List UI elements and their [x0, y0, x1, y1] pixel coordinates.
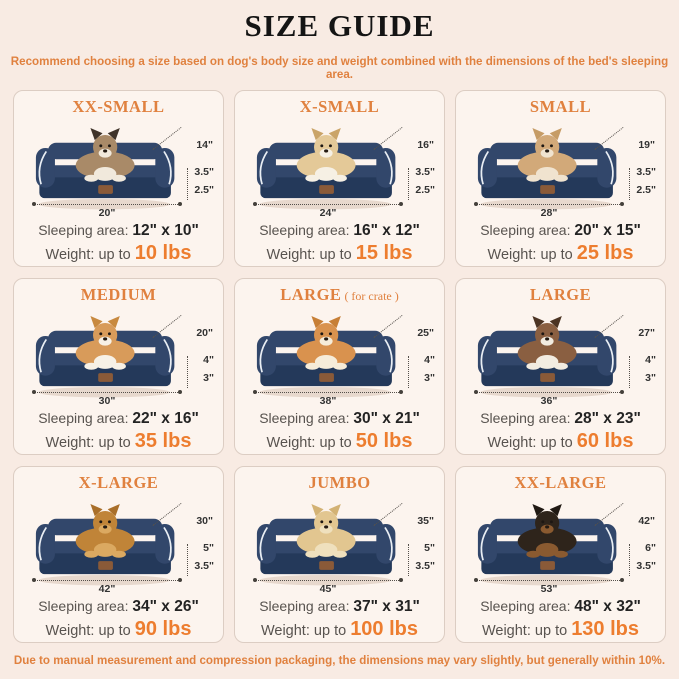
- size-name-text: X-SMALL: [299, 97, 380, 116]
- sleeping-area-value: 34" x 26": [132, 598, 199, 616]
- size-name: [22, 98, 215, 116]
- weight-line: [22, 430, 215, 453]
- weight-up-to: up to: [540, 247, 573, 264]
- height-dimension-line: [408, 168, 409, 200]
- height-dimension-line: [187, 168, 188, 200]
- weight-line: [464, 242, 657, 265]
- width-dimension-line: [476, 580, 622, 581]
- weight-line: [464, 618, 657, 641]
- weight-value: 50 lbs: [355, 430, 413, 453]
- size-name-text: XX-SMALL: [72, 97, 165, 116]
- width-dimension-label: 24": [319, 206, 337, 219]
- depth-dimension-label: 35": [417, 515, 434, 528]
- sleeping-area-label: Sleeping area:: [480, 598, 571, 615]
- bolster-height-label: 4": [645, 354, 656, 367]
- size-name-text: MEDIUM: [80, 285, 157, 304]
- sleeping-area-line: [464, 410, 657, 428]
- sleeping-area-label: Sleeping area:: [38, 410, 129, 427]
- weight-label: Weight:: [487, 435, 537, 452]
- width-dimension-line: [34, 580, 180, 581]
- sleeping-area-label: Sleeping area:: [259, 410, 350, 427]
- depth-dimension-label: 25": [417, 327, 434, 340]
- size-card: [234, 90, 445, 267]
- size-name-text: X-LARGE: [78, 473, 159, 492]
- weight-label: Weight:: [45, 623, 95, 640]
- weight-up-to: up to: [313, 623, 347, 640]
- depth-dimension-label: 19": [638, 139, 655, 152]
- bed-figure: [464, 306, 657, 409]
- sleeping-area-line: [22, 410, 215, 428]
- bed-figure: [464, 494, 657, 597]
- weight-label: Weight:: [481, 623, 531, 640]
- page-footnote: Due to manual measurement and compression packaging, the dimensions may vary slightly, but generally within 10%.: [13, 654, 666, 667]
- bolster-height-label: 3.5": [194, 166, 214, 179]
- bed-figure: [22, 494, 215, 597]
- dog-bed-icon: [472, 310, 624, 400]
- dog-bed-icon: [251, 310, 403, 400]
- depth-dimension-label: 42": [638, 515, 655, 528]
- size-name-suffix: ( for crate ): [344, 289, 399, 303]
- sleeping-area-line: [464, 598, 657, 616]
- height-dimension-line: [629, 356, 630, 388]
- sleeping-area-label: Sleeping area:: [480, 222, 571, 239]
- size-card: [13, 278, 224, 455]
- size-name-text: SMALL: [529, 97, 592, 116]
- weight-up-to: up to: [98, 435, 131, 452]
- sleeping-area-label: Sleeping area:: [38, 222, 129, 239]
- size-name-text: LARGE: [280, 285, 342, 304]
- bed-figure: [22, 306, 215, 409]
- weight-label: Weight:: [487, 247, 537, 264]
- bolster-height-label: 3.5": [415, 166, 435, 179]
- weight-value: 15 lbs: [355, 242, 413, 265]
- weight-up-to: up to: [534, 623, 568, 640]
- size-card: [234, 278, 445, 455]
- weight-value: 35 lbs: [134, 430, 192, 453]
- depth-dimension-label: 20": [196, 327, 213, 340]
- weight-up-to: up to: [319, 247, 352, 264]
- bolster-height-label: 5": [424, 542, 435, 555]
- base-height-label: 3.5": [636, 560, 656, 573]
- weight-label: Weight:: [260, 623, 310, 640]
- size-name: [243, 474, 436, 492]
- width-dimension-label: 28": [540, 206, 558, 219]
- bed-figure: [243, 306, 436, 409]
- weight-value: 90 lbs: [134, 618, 192, 641]
- sleeping-area-value: 48" x 32": [574, 598, 641, 616]
- size-name: [243, 98, 436, 116]
- size-card: [13, 466, 224, 643]
- height-dimension-line: [187, 356, 188, 388]
- weight-line: [243, 430, 436, 453]
- width-dimension-line: [255, 580, 401, 581]
- bed-figure: [243, 118, 436, 221]
- width-dimension-label: 30": [98, 394, 116, 407]
- height-dimension-line: [629, 168, 630, 200]
- width-dimension-label: 45": [319, 582, 337, 595]
- width-dimension-label: 53": [540, 582, 558, 595]
- base-height-label: 3": [203, 372, 214, 385]
- weight-label: Weight:: [45, 247, 95, 264]
- dog-bed-icon: [30, 498, 182, 588]
- size-name-text: LARGE: [529, 285, 592, 304]
- sleeping-area-value: 37" x 31": [353, 598, 420, 616]
- weight-value: 60 lbs: [576, 430, 634, 453]
- height-dimension-line: [408, 356, 409, 388]
- height-dimension-line: [187, 544, 188, 576]
- bolster-height-label: 5": [203, 542, 214, 555]
- depth-dimension-label: 14": [196, 139, 213, 152]
- size-name: [464, 286, 657, 304]
- bed-figure: [243, 494, 436, 597]
- weight-value: 10 lbs: [134, 242, 192, 265]
- size-card: [13, 90, 224, 267]
- width-dimension-label: 42": [98, 582, 116, 595]
- depth-dimension-label: 27": [638, 327, 655, 340]
- weight-label: Weight:: [45, 435, 95, 452]
- weight-up-to: up to: [98, 247, 131, 264]
- sleeping-area-label: Sleeping area:: [259, 598, 350, 615]
- base-height-label: 3": [645, 372, 656, 385]
- base-height-label: 2.5": [415, 184, 435, 197]
- base-height-label: 2.5": [636, 184, 656, 197]
- weight-line: [22, 618, 215, 641]
- width-dimension-line: [476, 392, 622, 393]
- size-name: [464, 98, 657, 116]
- size-name: [243, 286, 436, 304]
- sleeping-area-label: Sleeping area:: [480, 410, 571, 427]
- bolster-height-label: 4": [424, 354, 435, 367]
- weight-value: 130 lbs: [571, 618, 640, 641]
- size-name: [464, 474, 657, 492]
- sleeping-area-line: [243, 598, 436, 616]
- weight-line: [464, 430, 657, 453]
- weight-line: [243, 242, 436, 265]
- size-name: [22, 474, 215, 492]
- size-grid: [0, 81, 679, 643]
- bolster-height-label: 4": [203, 354, 214, 367]
- weight-line: [22, 242, 215, 265]
- weight-up-to: up to: [540, 435, 573, 452]
- size-name: [22, 286, 215, 304]
- bed-figure: [22, 118, 215, 221]
- width-dimension-line: [476, 204, 622, 205]
- dog-bed-icon: [30, 122, 182, 212]
- sleeping-area-value: 20" x 15": [574, 222, 641, 240]
- size-name-text: JUMBO: [308, 473, 371, 492]
- width-dimension-label: 38": [319, 394, 337, 407]
- size-card: [455, 466, 666, 643]
- width-dimension-line: [255, 392, 401, 393]
- base-height-label: 2.5": [194, 184, 214, 197]
- bolster-height-label: 3.5": [636, 166, 656, 179]
- width-dimension-label: 20": [98, 206, 116, 219]
- weight-value: 25 lbs: [576, 242, 634, 265]
- sleeping-area-value: 30" x 21": [353, 410, 420, 428]
- page-subtitle: Recommend choosing a size based on dog's body size and weight combined with the dimensions of the bed's sleeping area.: [10, 55, 669, 81]
- dog-bed-icon: [251, 122, 403, 212]
- base-height-label: 3.5": [415, 560, 435, 573]
- height-dimension-line: [629, 544, 630, 576]
- base-height-label: 3": [424, 372, 435, 385]
- size-card: [455, 90, 666, 267]
- dog-bed-icon: [472, 498, 624, 588]
- bolster-height-label: 6": [645, 542, 656, 555]
- weight-up-to: up to: [98, 623, 131, 640]
- depth-dimension-label: 16": [417, 139, 434, 152]
- weight-line: [243, 618, 436, 641]
- width-dimension-line: [255, 204, 401, 205]
- height-dimension-line: [408, 544, 409, 576]
- page-title: SIZE GUIDE: [244, 8, 435, 43]
- bed-figure: [464, 118, 657, 221]
- weight-label: Weight:: [266, 247, 316, 264]
- sleeping-area-line: [22, 222, 215, 240]
- sleeping-area-label: Sleeping area:: [38, 598, 129, 615]
- width-dimension-line: [34, 392, 180, 393]
- sleeping-area-label: Sleeping area:: [259, 222, 350, 239]
- sleeping-area-value: 22" x 16": [132, 410, 199, 428]
- width-dimension-line: [34, 204, 180, 205]
- sleeping-area-value: 12" x 10": [132, 222, 199, 240]
- sleeping-area-value: 16" x 12": [353, 222, 420, 240]
- weight-value: 100 lbs: [350, 618, 419, 641]
- sleeping-area-line: [243, 410, 436, 428]
- size-name-text: XX-LARGE: [514, 473, 607, 492]
- width-dimension-label: 36": [540, 394, 558, 407]
- dog-bed-icon: [30, 310, 182, 400]
- dog-bed-icon: [472, 122, 624, 212]
- sleeping-area-line: [464, 222, 657, 240]
- sleeping-area-line: [243, 222, 436, 240]
- base-height-label: 3.5": [194, 560, 214, 573]
- weight-up-to: up to: [319, 435, 352, 452]
- weight-label: Weight:: [266, 435, 316, 452]
- size-card: [234, 466, 445, 643]
- sleeping-area-line: [22, 598, 215, 616]
- sleeping-area-value: 28" x 23": [574, 410, 641, 428]
- depth-dimension-label: 30": [196, 515, 213, 528]
- size-card: [455, 278, 666, 455]
- dog-bed-icon: [251, 498, 403, 588]
